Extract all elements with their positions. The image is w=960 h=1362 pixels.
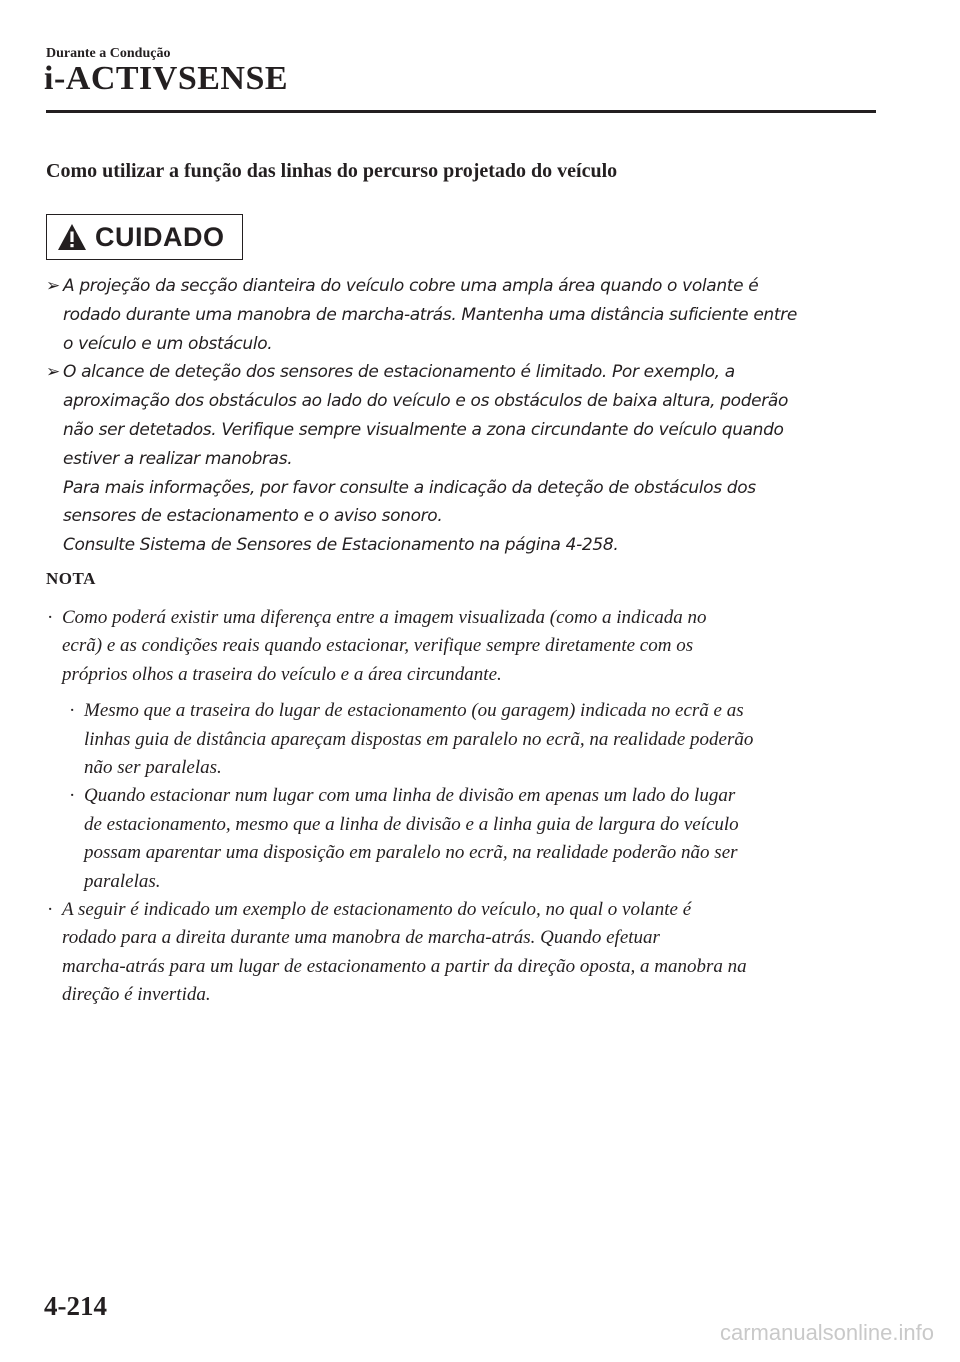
caution-text-line: A projeção da secção dianteira do veículo cobre uma ampla área quando o volante é [63, 276, 759, 296]
nota-text-line: linhas guia de distância apareçam dispostas em paralelo no ecrã, na realidade poderão [84, 728, 754, 750]
nota-text-line: direção é invertida. [62, 984, 211, 1006]
caution-badge [46, 214, 243, 260]
caution-text-line: o veículo e um obstáculo. [63, 333, 273, 354]
caution-item [46, 358, 886, 560]
dot-bullet-icon: · [69, 700, 76, 722]
nota-title: NOTA [46, 569, 96, 588]
warning-triangle-icon [57, 223, 87, 251]
caution-text-line: aproximação dos obstáculos ao lado do veículo e os obstáculos de baixa altura, poderão [63, 391, 789, 412]
dot-bullet-icon: · [47, 607, 54, 628]
caution-text-line: O alcance de deteção dos sensores de estacionamento é limitado. Por exemplo, a [63, 362, 735, 383]
header-divider [46, 110, 876, 113]
nota-text-line: Mesmo que a traseira do lugar de estacionamento (ou garagem) indicada no ecrã e as [84, 700, 744, 722]
subheading: Como utilizar a função das linhas do percurso projetado do veículo [46, 160, 618, 182]
caution-text-line: não ser detetados. Verifique sempre visualmente a zona circundante do veículo quando [63, 419, 784, 440]
nota-text-line: A seguir é indicado um exemplo de estacionamento do veículo, no qual o volante é [62, 899, 692, 921]
nota-text-line: de estacionamento, mesmo que a linha de divisão e a linha guia de largura do veículo [84, 813, 739, 835]
arrow-bullet-icon: ➢ [46, 362, 60, 383]
arrow-bullet-icon: ➢ [46, 276, 60, 296]
dot-bullet-icon: · [47, 899, 54, 921]
caution-text-line: sensores de estacionamento e o aviso sonoro. [63, 506, 443, 527]
nota-subitem [68, 697, 886, 782]
caution-text-line: Para mais informações, por favor consulte a indicação da deteção de obstáculos dos [63, 477, 756, 498]
page-reference-text: Consulte Sistema de Sensores de Estacionamento na página 4-258. [63, 535, 619, 556]
watermark: carmanualsonline.info [719, 1320, 934, 1345]
nota-text-line: marcha-atrás para um lugar de estacionamento a partir da direção oposta, a manobra na [62, 955, 747, 977]
nota-text-line: não ser paralelas. [84, 757, 222, 779]
nota-subitem [68, 782, 886, 896]
caution-label: CUIDADO [95, 221, 225, 252]
nota-list [46, 604, 886, 1010]
nota-text-line: possam aparentar uma disposição em paralelo no ecrã, na realidade poderão não ser [84, 842, 738, 864]
caution-text-line: estiver a realizar manobras. [63, 448, 293, 469]
nota-item [46, 896, 886, 1010]
nota-text-line: paralelas. [84, 870, 161, 892]
chapter-title: Durante a Condução [46, 46, 171, 61]
caution-list [46, 272, 886, 560]
dot-bullet-icon: · [69, 785, 76, 807]
caution-text-line: rodado durante uma manobra de marcha-atrás. Mantenha uma distância suficiente entre [63, 304, 797, 325]
nota-item [46, 604, 886, 689]
nota-text-line: Como poderá existir uma diferença entre a imagem visualizada (como a indicada no [62, 607, 707, 628]
page-number: 4-214 [44, 1291, 107, 1321]
caution-item [46, 272, 886, 358]
nota-text-line: Quando estacionar num lugar com uma linha de divisão em apenas um lado do lugar [84, 785, 736, 807]
nota-text-line: ecrã) e as condições reais quando estacionar, verifique sempre diretamente com os [62, 635, 694, 657]
nota-text-line: próprios olhos a traseira do veículo e a área circundante. [62, 663, 502, 685]
section-title: i-ACTIVSENSE [44, 60, 289, 97]
nota-text-line: rodado para a direita durante uma manobra de marcha-atrás. Quando efetuar [62, 927, 660, 949]
